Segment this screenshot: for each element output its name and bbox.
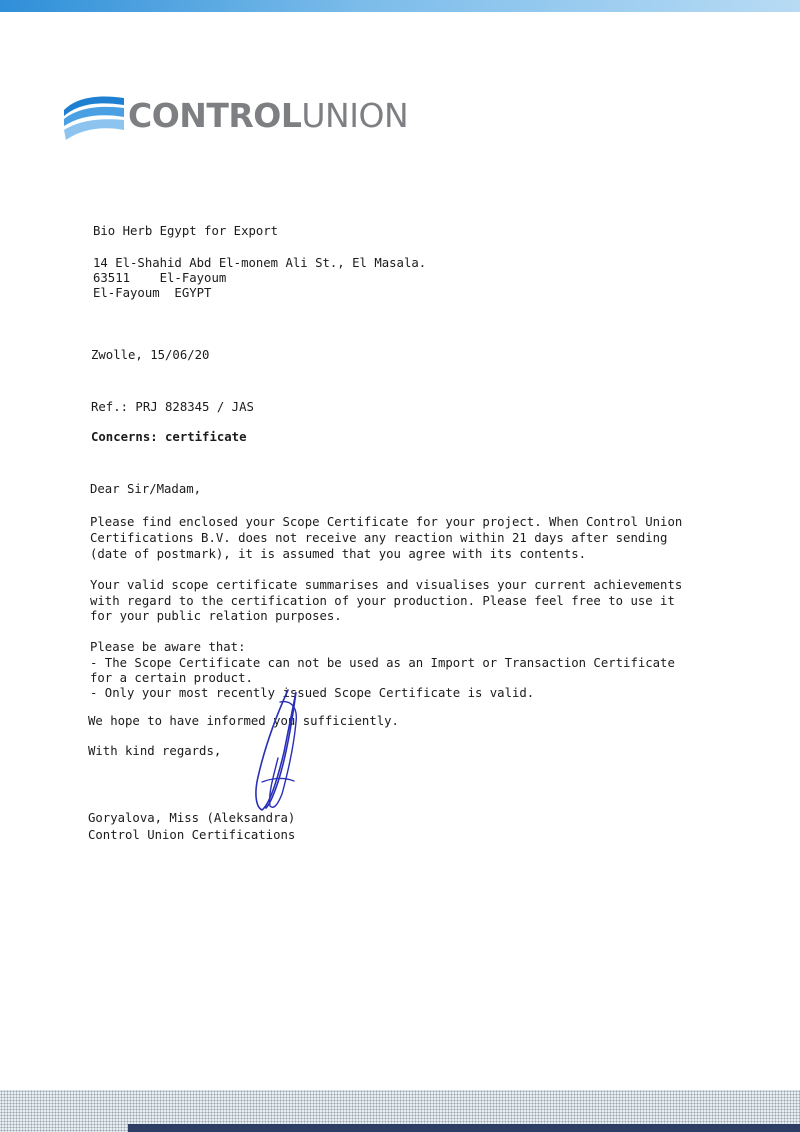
logo-word-control: CONTROL <box>128 96 302 135</box>
signatory-organization: Control Union Certifications <box>88 828 296 842</box>
logo-word-union: UNION <box>301 96 409 135</box>
paragraph2-line2: with regard to the certification of your production. Please feel free to use it <box>90 594 675 608</box>
logo-wordmark <box>128 96 408 135</box>
handwritten-signature <box>248 682 318 817</box>
paragraph2-line1: Your valid scope certificate summarises and visualises your current achievements <box>90 578 683 592</box>
recipient-company: Bio Herb Egypt for Export <box>93 224 279 238</box>
closing-informed: We hope to have informed you sufficiently. <box>88 714 399 728</box>
place-date: Zwolle, 15/06/20 <box>91 348 210 362</box>
salutation: Dear Sir/Madam, <box>90 482 202 496</box>
paragraph2-line3: for your public relation purposes. <box>90 609 342 623</box>
paragraph3-line4: - Only your most recently issued Scope Certificate is valid. <box>90 686 535 700</box>
paragraph1-line3: (date of postmark), it is assumed that you agree with its contents. <box>90 547 587 561</box>
concerns-line: Concerns: certificate <box>91 430 247 444</box>
paragraph1-line2: Certifications B.V. does not receive any reaction within 21 days after sending <box>90 531 668 545</box>
control-union-logo <box>62 92 409 142</box>
reference-line: Ref.: PRJ 828345 / JAS <box>91 400 254 414</box>
recipient-address-line3: El-Fayoum EGYPT <box>93 286 212 300</box>
bottom-navy-bar <box>128 1124 800 1132</box>
wave-logo-icon <box>62 92 126 142</box>
paragraph3-line2: - The Scope Certificate can not be used as an Import or Transaction Certificate <box>90 656 675 670</box>
recipient-address-line1: 14 El-Shahid Abd El-monem Ali St., El Masala. <box>93 256 427 270</box>
closing-regards: With kind regards, <box>88 744 222 758</box>
recipient-address-line2: 63511 El-Fayoum <box>93 271 227 285</box>
top-color-band <box>0 0 800 12</box>
paragraph3-line1: Please be aware that: <box>90 640 246 654</box>
paragraph1-line1: Please find enclosed your Scope Certificate for your project. When Control Union <box>90 515 683 529</box>
paragraph3-line3: for a certain product. <box>90 671 253 685</box>
signatory-name: Goryalova, Miss (Aleksandra) <box>88 811 296 825</box>
